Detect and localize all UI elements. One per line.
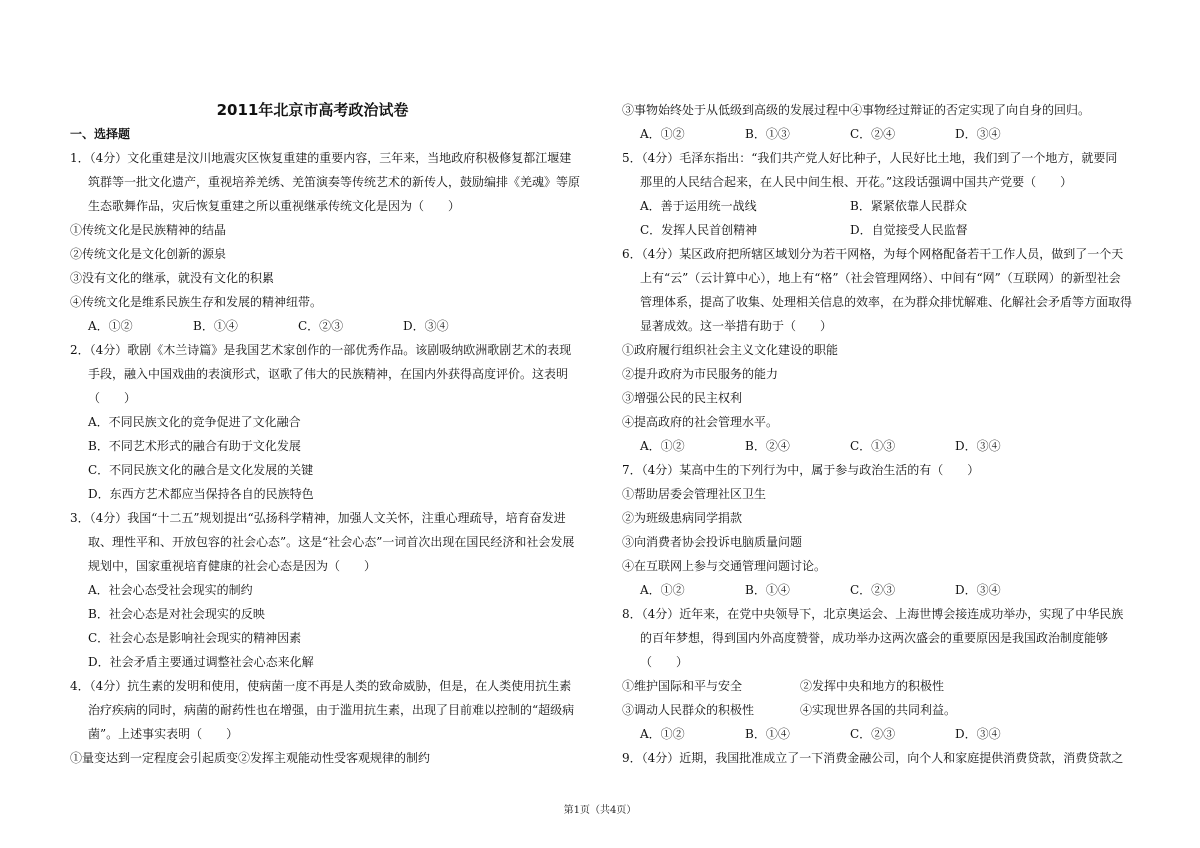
q5-options-row — [640, 198, 1080, 214]
q8-statements-row — [622, 702, 1102, 718]
q4-options — [640, 126, 1060, 142]
section-heading: 一、选择题 — [70, 127, 131, 141]
q8-option-c: C．②③ — [850, 727, 896, 741]
q2-option-b: B．不同艺术形式的融合有助于文化发展 — [88, 439, 301, 453]
q4-stem-line: 治疗疾病的同时，病菌的耐药性也在增强，由于滥用抗生素，出现了目前难以控制的“超级病 — [88, 703, 575, 717]
q3-stem-line: 规划中，国家重视培育健康的社会心态是因为（ ） — [88, 559, 377, 573]
q5-stem-line: 5．（4分）毛泽东指出：“我们共产党人好比种子，人民好比土地，我们到了一个地方，就要同 — [622, 151, 1118, 165]
q2-option-d: D．东西方艺术都应当保持各自的民族特色 — [88, 487, 314, 501]
q4-option-b: B．①③ — [745, 127, 790, 141]
q5-stem-line: 那里的人民结合起来，在人民中间生根、开花。”这段话强调中国共产党要（ ） — [640, 175, 1073, 189]
q8-statement: ③调动人民群众的积极性 — [622, 703, 755, 717]
q6-statement: ④提高政府的社会管理水平。 — [622, 415, 779, 429]
q1-options — [88, 318, 508, 334]
q6-option-b: B．②④ — [745, 439, 790, 453]
q4-stem-line: 4．（4分）抗生素的发明和使用，使病菌一度不再是人类的致命威胁，但是，在人类使用抗生素 — [70, 679, 572, 693]
q1-statement: ①传统文化是民族精神的结晶 — [70, 223, 227, 237]
q5-option-b: B．紧紧依靠人民群众 — [850, 199, 967, 213]
q4-stem-line: 菌”。上述事实表明（ ） — [88, 727, 239, 741]
q5-option-c: C．发挥人民首创精神 — [640, 223, 758, 237]
q8-statements-row — [622, 678, 1102, 694]
q1-option-d: D．③④ — [403, 319, 449, 333]
q1-stem-line: 1．（4分）文化重建是汶川地震灾区恢复重建的重要内容，三年来，当地政府积极修复都江堰建 — [70, 151, 572, 165]
q4-option-c: C．②④ — [850, 127, 896, 141]
q6-stem-line: 管理体系，提高了收集、处理相关信息的效率，在为群众排忧解难、化解社会矛盾等方面取得 — [640, 295, 1133, 309]
q7-statement: ②为班级患病同学捐款 — [622, 511, 743, 525]
q1-statement: ④传统文化是维系民族生存和发展的精神纽带。 — [70, 295, 323, 309]
q3-option-d: D．社会矛盾主要通过调整社会心态来化解 — [88, 655, 314, 669]
q1-stem-line: 生态歌舞作品，灾后恢复重建之所以重视继承传统文化是因为（ ） — [88, 199, 461, 213]
page-footer: 第1页（共4页） — [563, 805, 637, 816]
q6-statement: ③增强公民的民主权利 — [622, 391, 743, 405]
q2-stem-line: 2．（4分）歌剧《木兰诗篇》是我国艺术家创作的一部优秀作品。该剧吸纳欧洲歌剧艺术的表现 — [70, 343, 572, 357]
q8-option-b: B．①④ — [745, 727, 790, 741]
q3-option-c: C．社会心态是影响社会现实的精神因素 — [88, 631, 302, 645]
q6-stem-line: 显著成效。这一举措有助于（ ） — [640, 319, 833, 333]
q5-option-a: A．善于运用统一战线 — [640, 199, 757, 213]
q6-option-c: C．①③ — [850, 439, 896, 453]
q6-option-d: D．③④ — [955, 439, 1001, 453]
q8-options — [640, 726, 1060, 742]
q6-options — [640, 438, 1060, 454]
q7-option-a: A．①② — [640, 583, 685, 597]
q7-stem-line: 7．（4分）某高中生的下列行为中，属于参与政治生活的有（ ） — [622, 463, 980, 477]
q4-statement: ①量变达到一定程度会引起质变②发挥主观能动性受客观规律的制约 — [70, 751, 431, 765]
page-title: 2011年北京市高考政治试卷 — [216, 101, 409, 119]
q9-stem-line: 9．（4分）近期，我国批准成立了一下消费金融公司，向个人和家庭提供消费贷款，消费贷款之 — [622, 751, 1124, 765]
q3-option-a: A．社会心态受社会现实的制约 — [88, 583, 253, 597]
q2-option-a: A．不同民族文化的竞争促进了文化融合 — [88, 415, 301, 429]
q4-option-a: A．①② — [640, 127, 685, 141]
q5-options-row — [640, 222, 1080, 238]
q3-option-b: B．社会心态是对社会现实的反映 — [88, 607, 265, 621]
q8-option-d: D．③④ — [955, 727, 1001, 741]
q8-stem-line: 8．（4分）近年来，在党中央领导下，北京奥运会、上海世博会接连成功举办，实现了中华民族 — [622, 607, 1124, 621]
q7-statement: ③向消费者协会投诉电脑质量问题 — [622, 535, 803, 549]
q1-statement: ②传统文化是文化创新的源泉 — [70, 247, 227, 261]
q8-option-a: A．①② — [640, 727, 685, 741]
q5-option-d: D．自觉接受人民监督 — [850, 223, 968, 237]
q4-option-d: D．③④ — [955, 127, 1001, 141]
q1-option-a: A．①② — [88, 319, 133, 333]
q6-statement: ①政府履行组织社会主义文化建设的职能 — [622, 343, 839, 357]
q7-options — [640, 582, 1060, 598]
q7-statement: ④在互联网上参与交通管理问题讨论。 — [622, 559, 827, 573]
q4-statement: ③事物始终处于从低级到高级的发展过程中④事物经过辩证的否定实现了向自身的回归。 — [622, 103, 1091, 117]
q8-statement: ②发挥中央和地方的积极性 — [800, 679, 945, 693]
q7-option-c: C．②③ — [850, 583, 896, 597]
q1-statement: ③没有文化的继承，就没有文化的积累 — [70, 271, 275, 285]
q1-option-b: B．①④ — [193, 319, 238, 333]
q3-stem-line: 取、理性平和、开放包容的社会心态”。这是“社会心态”一词首次出现在国民经济和社会发展 — [88, 535, 575, 549]
q6-stem-line: 上有“云”（云计算中心），地上有“格”（社会管理网络）、中间有“网”（互联网）的新型社会 — [640, 271, 1121, 285]
q7-option-d: D．③④ — [955, 583, 1001, 597]
q3-stem-line: 3．（4分）我国“十二五”规划提出“弘扬科学精神，加强人文关怀，注重心理疏导，培育奋发进 — [70, 511, 566, 525]
q8-statement: ④实现世界各国的共同利益。 — [800, 703, 957, 717]
q1-option-c: C．②③ — [298, 319, 344, 333]
q8-stem-line: 的百年梦想，得到国内外高度赞誉，成功举办这两次盛会的重要原因是我国政治制度能够 — [640, 631, 1109, 645]
q2-stem-line: 手段，融入中国戏曲的表演形式，讴歌了伟大的民族精神，在国内外获得高度评价。这表明 — [88, 367, 569, 381]
q2-option-c: C．不同民族文化的融合是文化发展的关键 — [88, 463, 314, 477]
q2-stem-line: （ ） — [88, 391, 137, 405]
q6-statement: ②提升政府为市民服务的能力 — [622, 367, 779, 381]
q8-statement: ①维护国际和平与安全 — [622, 679, 743, 693]
q8-stem-line: （ ） — [640, 655, 689, 669]
q1-stem-line: 筑群等一批文化遗产，重视培养羌绣、羌笛演奏等传统艺术的新传人，鼓励编排《羌魂》等原 — [88, 175, 581, 189]
q7-statement: ①帮助居委会管理社区卫生 — [622, 487, 767, 501]
q6-option-a: A．①② — [640, 439, 685, 453]
q7-option-b: B．①④ — [745, 583, 790, 597]
q6-stem-line: 6．（4分）某区政府把所辖区域划分为若干网格，为每个网格配备若干工作人员，做到了一个天 — [622, 247, 1124, 261]
